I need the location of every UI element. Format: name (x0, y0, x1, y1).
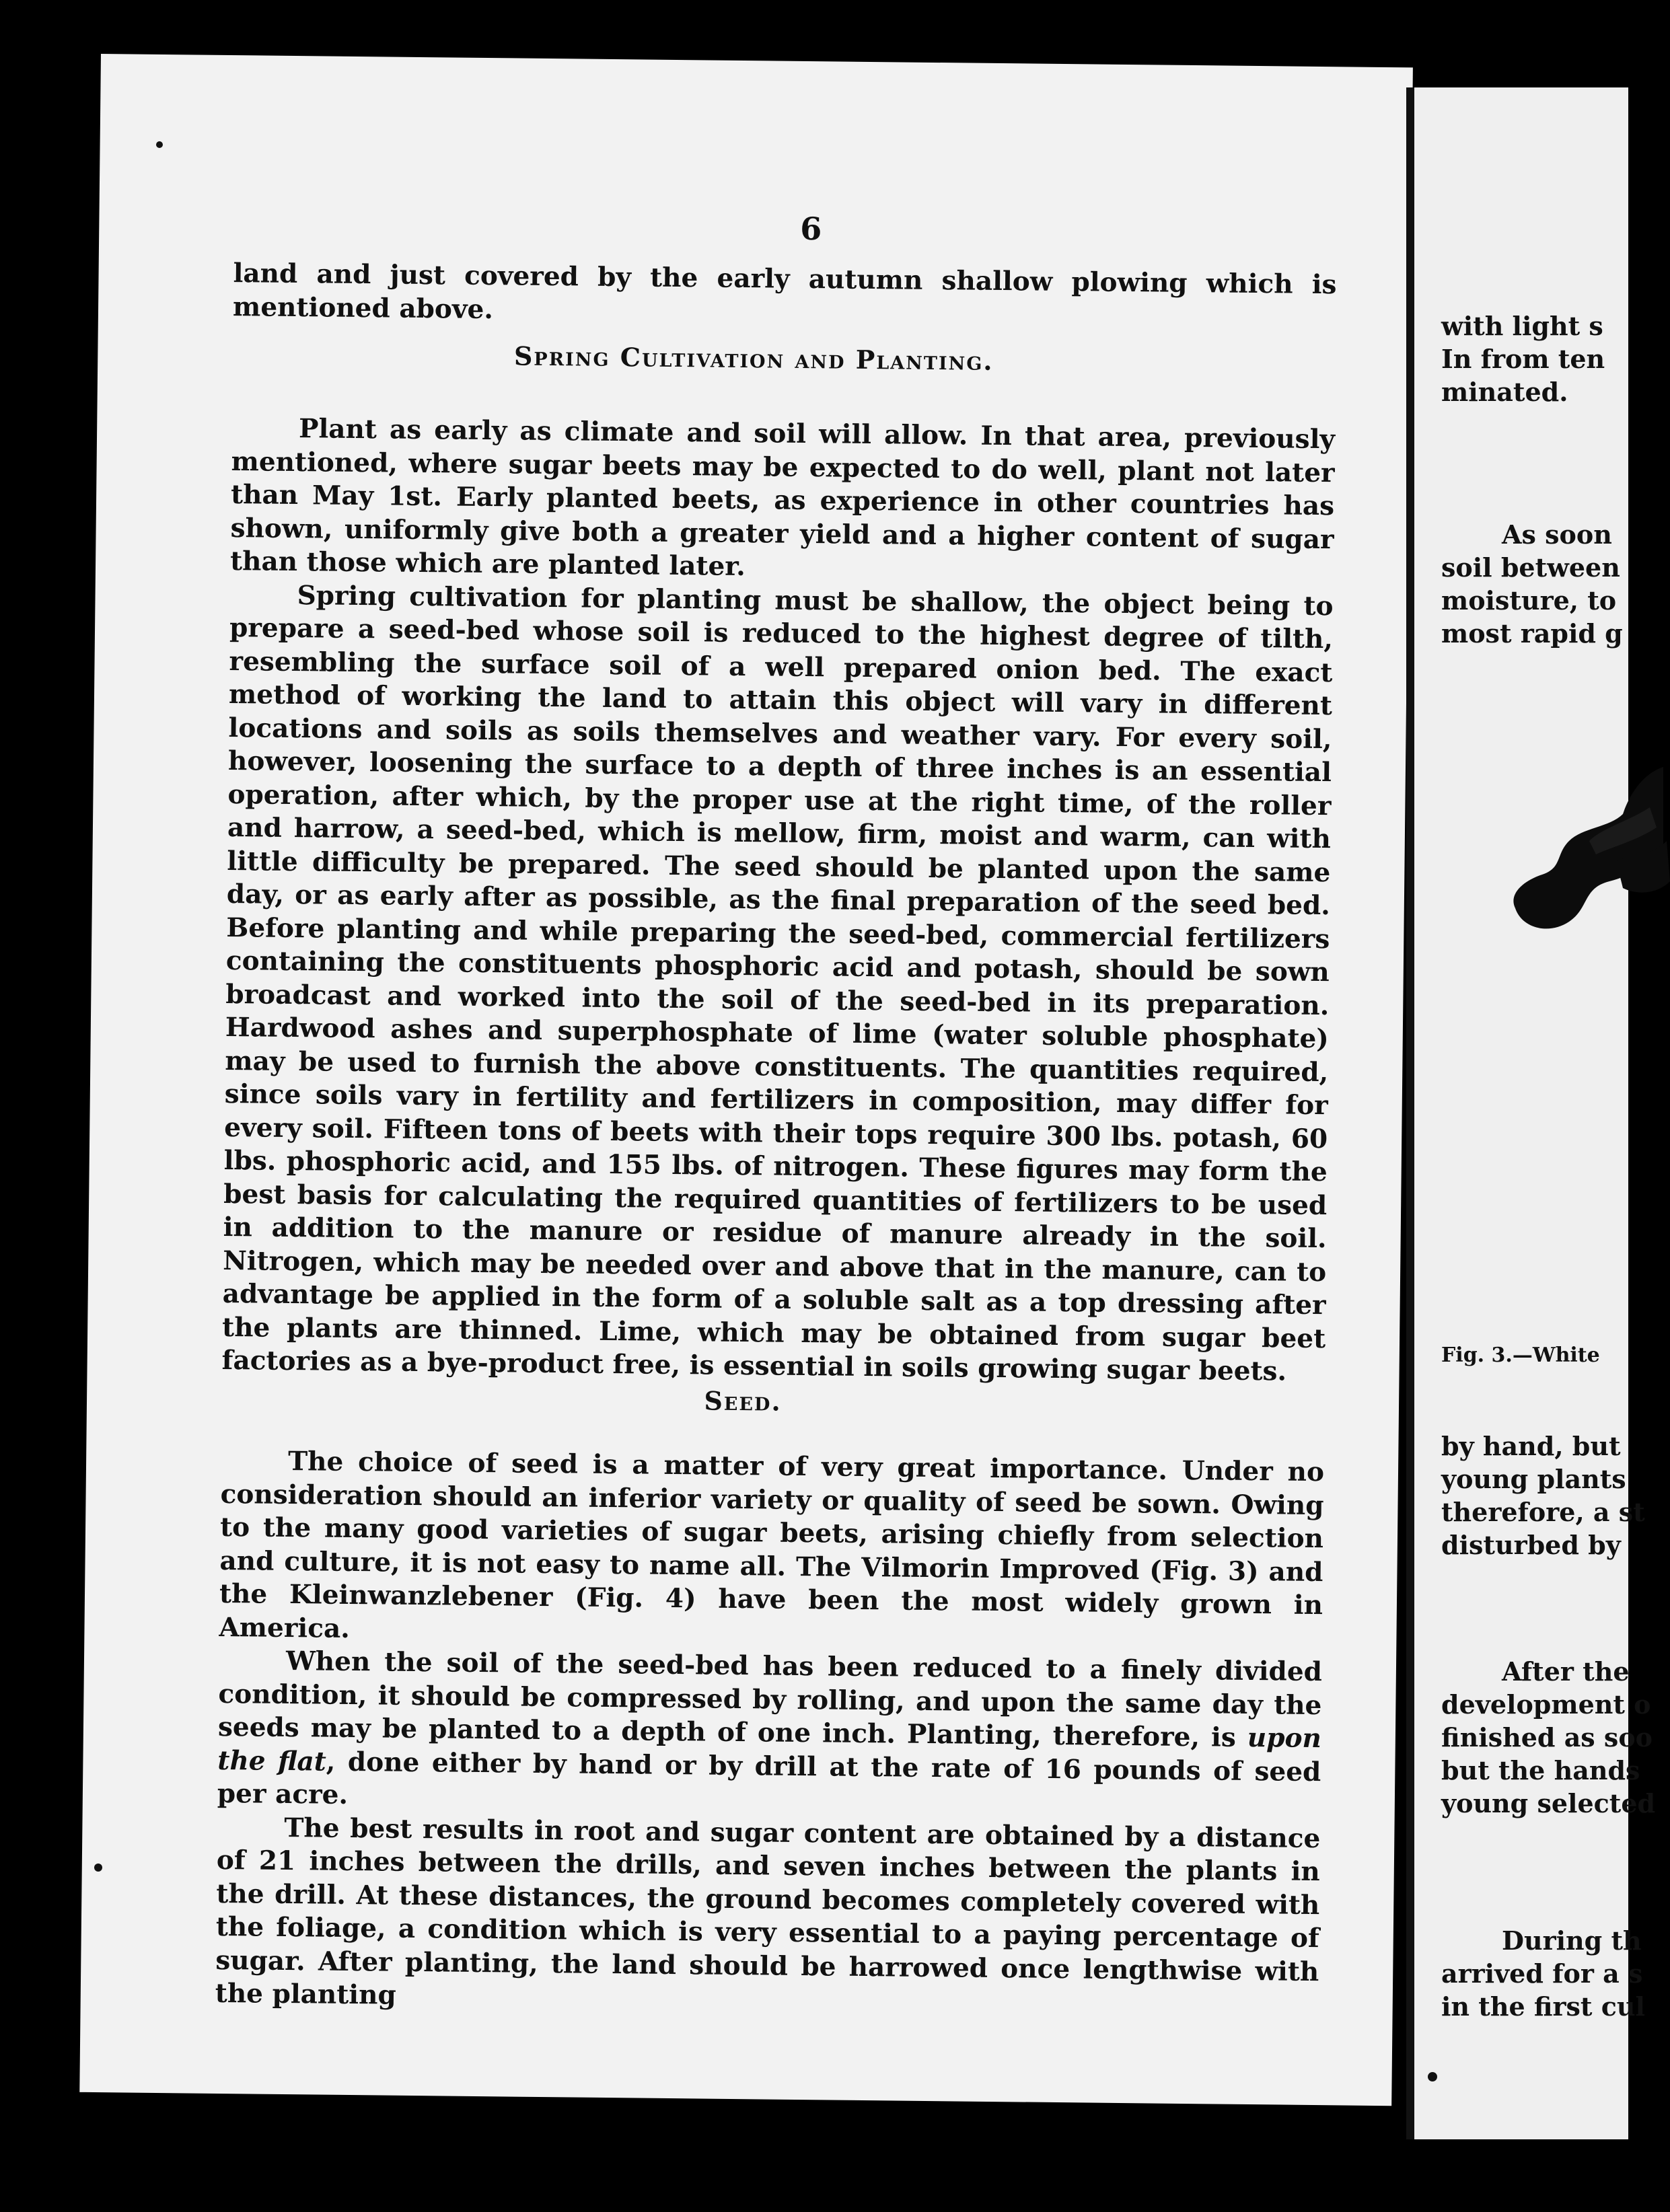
right-line: young selected (1441, 1788, 1656, 1818)
paragraph-4-emphasis: upon the flat (217, 1722, 1322, 1777)
right-line: with light s (1441, 311, 1603, 341)
right-line: minated. (1441, 377, 1568, 407)
right-lines-d (1441, 1655, 1655, 1820)
intro-text: land and just covered by the early autumn shallow plowing which is mentioned above. (232, 258, 1337, 325)
section-seed (215, 1444, 1325, 2022)
right-line: As soon (1502, 519, 1612, 550)
right-line: therefore, a st (1441, 1497, 1645, 1527)
right-line: arrived for a s (1441, 1958, 1643, 1989)
right-line: young plants (1441, 1464, 1626, 1494)
right-line: In from ten (1441, 344, 1605, 374)
left-page (79, 54, 1413, 2106)
right-line: by hand, but (1441, 1431, 1621, 1461)
paragraph-4 (217, 1644, 1323, 1822)
page-number: 6 (800, 210, 822, 248)
right-lines-e (1441, 1924, 1645, 2023)
right-line: development o (1441, 1689, 1651, 1720)
figure-caption: Fig. 3.—White (1441, 1343, 1600, 1367)
scan-speck (94, 1864, 102, 1872)
right-lines-b (1441, 518, 1623, 650)
right-line: in the first cul (1441, 1991, 1645, 2022)
paragraph-2: Spring cultivation for planting must be shallow, the object being to prepare a seed-bed whose soil is reduced to the highest degree of tilth, resembling the surface soil of a well prepared onion bed. The exact method of working the land to attain this object will vary in different locations and soils as soils themselves and weather vary. For every soil, however, loosening the surface to a depth of three inches is an essential operation, after which, by the proper use at the right time, of the roller and harrow, a seed-bed, which is mellow, firm, moist and warm, can with little difficulty be prepared. The seed should be planted upon the same day, or as early after as possible, as the final preparation of the seed bed. Before planting and while preparing the seed-bed, commercial fertilizers containing the constituents phosphoric acid and potash, should be sown broadcast and worked into the soil of the seed-bed in its preparation. Hardwood ashes and superphosphate of lime (water soluble phosphate) may be used to furnish the above constituents. The quantities required, since soils vary in fertility and fertilizers in composition, may differ for every soil. Fifteen tons of beets with their tops require 300 lbs. potash, 60 lbs. phosphoric acid, and 155 lbs. of nitrogen. These figures may form the best basis for calculating the required quantities of fertilizers to be used in addition to the manure or residue of manure already in the soil. Nitrogen, which may be needed over and above that in the manure, can to advantage be applied in the form of a soluble salt as a top dressing after the plants are thinned. Lime, which may be obtained from sugar beet factories as a bye-product free, is essential in soils growing sugar beets. (221, 579, 1334, 1387)
right-line: soil between (1441, 552, 1620, 583)
right-line: During th (1502, 1925, 1642, 1956)
paragraph-4-start: When the soil of the seed-bed has been reduced to a finely divided condition, it should be compressed by rolling, and upon the same day the seeds may be planted to a depth of one inch. Planting, therefore, is (217, 1646, 1323, 1753)
heading-spring-cultivation: Spring Cultivation and Planting. (513, 340, 994, 376)
right-lines-a (1441, 309, 1605, 408)
intro-paragraph (233, 257, 1337, 335)
scan-speck (1428, 2072, 1437, 2081)
right-lines-c (1441, 1430, 1645, 1561)
paragraph-5: The best results in root and sugar content are obtained by a distance of 21 inches between the drills, and seven inches between the plants in the drill. At these distances, the ground becomes completely covered with the foliage, a condition which is very essential to a paying percentage of sugar. After planting, the land should be harrowed once lengthwise with the planting (215, 1812, 1321, 2011)
paragraph-4-end: , done either by hand or by drill at the rate of 16 pounds of seed per acre. (217, 1746, 1321, 1810)
right-page-fragment (1406, 87, 1656, 2139)
section-spring (221, 412, 1335, 1389)
paragraph-1: Plant as early as climate and soil will allow. In that area, previously mentioned, where sugar beets may be expected to do well, plant not later than May 1st. Early planted beets, as experience in other countries has shown, uniformly give both a greater yield and a higher content of sugar than those which are planted later. (229, 413, 1336, 583)
beet-figure-illustration (1495, 727, 1670, 949)
right-line: but the hands (1441, 1755, 1640, 1785)
right-line: disturbed by (1441, 1530, 1621, 1560)
right-line: moisture, to (1441, 585, 1617, 616)
heading-seed: Seed. (704, 1385, 782, 1417)
paragraph-3: The choice of seed is a matter of very great importance. Under no consideration should an inferior variety or quality of seed be sown. Owing to the many good varieties of sugar beets, arising chiefly from selection and culture, it is not easy to name all. The Vilmorin Improved (Fig. 3) and the Kleinwanzlebener (Fig. 4) have been the most widely grown in America. (219, 1446, 1325, 1644)
right-line: finished as soo (1441, 1722, 1653, 1753)
right-line: After the (1502, 1656, 1630, 1687)
right-line: most rapid g (1441, 618, 1623, 649)
scan-speck (156, 141, 163, 148)
